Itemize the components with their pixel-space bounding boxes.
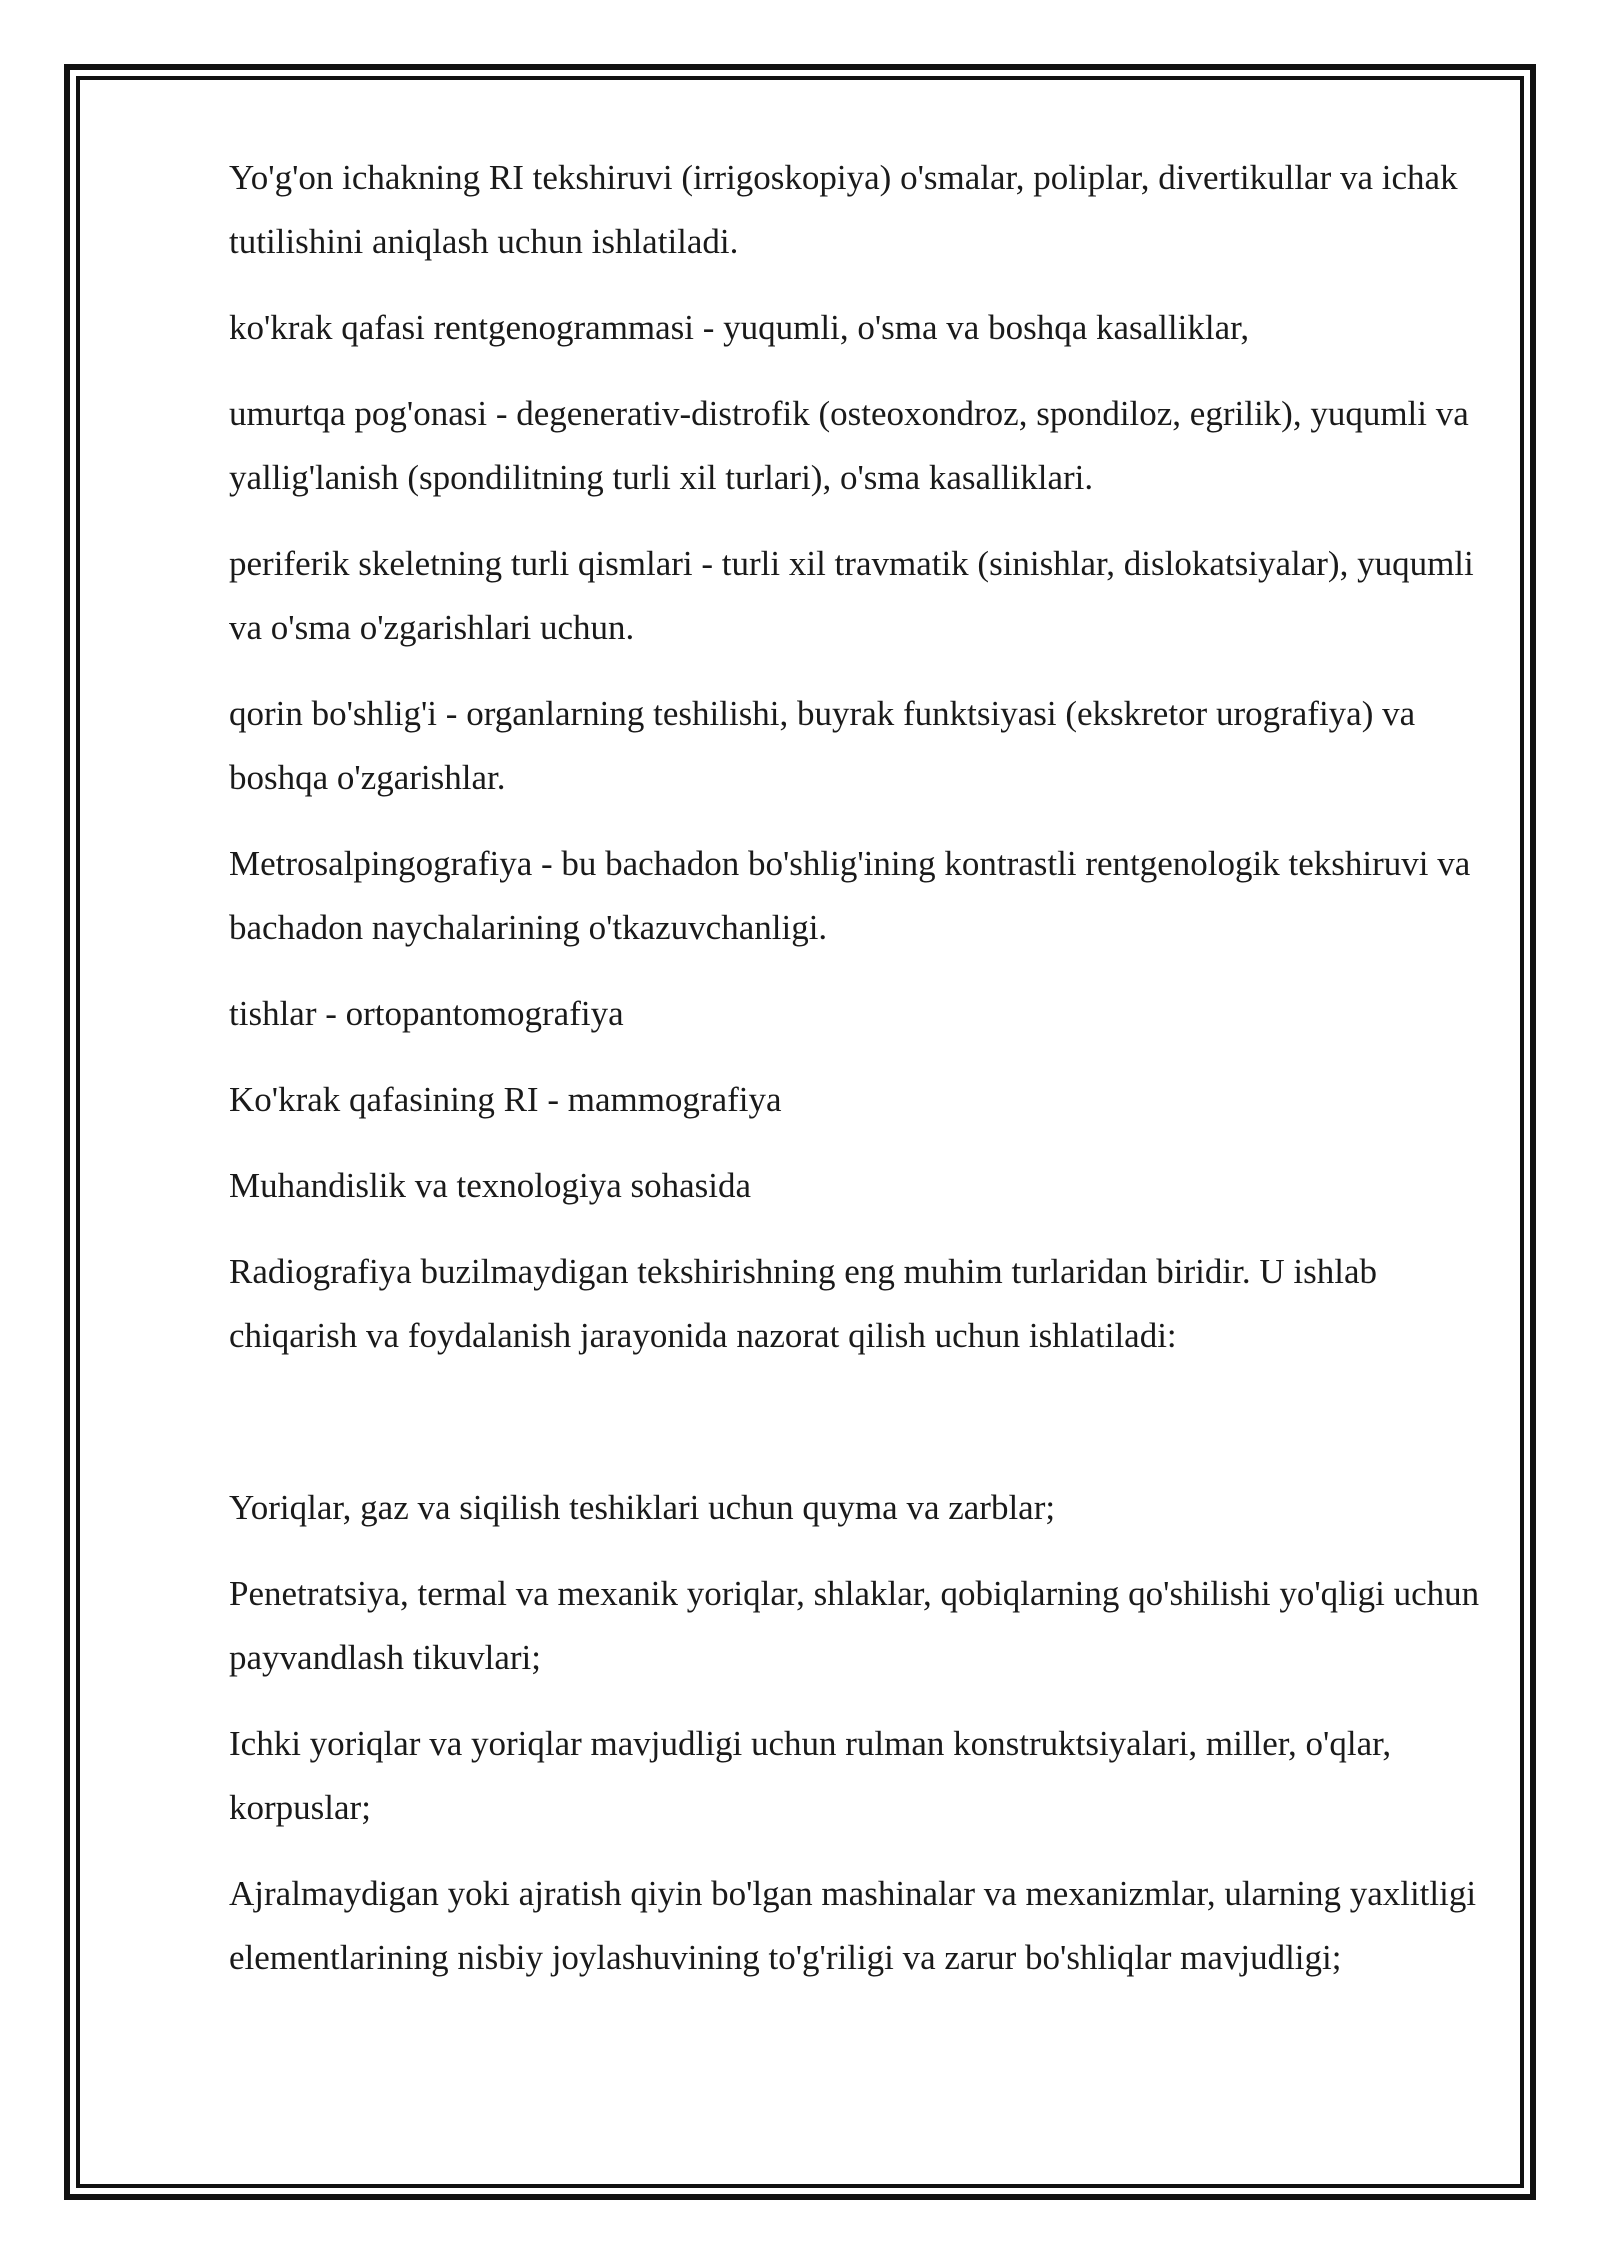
paragraph-peripheral-skeleton: periferik skeletning turli qismlari - turli xil travmatik (sinishlar, dislokatsiyalar), yuqumli va o'sma o'zgarishlari uchun. — [229, 544, 1474, 647]
blank-line — [229, 1390, 1491, 1476]
list-item-castings: Yoriqlar, gaz va siqilish teshiklari uchun quyma va zarblar; — [229, 1488, 1056, 1527]
list-item-machines: Ajralmaydigan yoki ajratish qiyin bo'lgan mashinalar va mexanizmlar, ularning yaxlitligi elementlarining nisbiy joylashuvining to'g'riligi va zarur bo'shliqlar mavjudligi; — [229, 1874, 1477, 1977]
paragraph-chest-xray: ko'krak qafasi rentgenogrammasi - yuqumli, o'sma va boshqa kasalliklar, — [229, 308, 1250, 347]
paragraph-mammography: Ko'krak qafasining RI - mammografiya — [229, 1080, 782, 1119]
list-item-welds: Penetratsiya, termal va mexanik yoriqlar, shlaklar, qobiqlarning qo'shilishi yo'qligi uchun payvandlash tikuvlari; — [229, 1574, 1480, 1677]
section-heading-engineering: Muhandislik va texnologiya sohasida — [229, 1166, 752, 1205]
document-body — [229, 146, 1491, 2012]
paragraph-radiography-intro: Radiografiya buzilmaydigan tekshirishning eng muhim turlaridan biridir. U ishlab chiqarish va foydalanish jarayonida nazorat qilish uchun ishlatiladi: — [229, 1252, 1377, 1355]
paragraph-metrosalpingography: Metrosalpingografiya - bu bachadon bo'shlig'ining kontrastli rentgenologik tekshiruvi va bachadon naychalarining o'tkazuvchanligi. — [229, 844, 1471, 947]
list-item-bearings: Ichki yoriqlar va yoriqlar mavjudligi uchun rulman konstruktsiyalari, miller, o'qlar, korpuslar; — [229, 1724, 1392, 1827]
paragraph-abdomen: qorin bo'shlig'i - organlarning teshilishi, buyrak funktsiyasi (ekskretor urografiya) va boshqa o'zgarishlar. — [229, 694, 1416, 797]
paragraph-irrigoskopiya: Yo'g'on ichakning RI tekshiruvi (irrigoskopiya) o'smalar, poliplar, divertikullar va ichak tutilishini aniqlash uchun ishlatiladi. — [229, 158, 1458, 261]
paragraph-spine: umurtqa pog'onasi - degenerativ-distrofik (osteoxondroz, spondiloz, egrilik), yuqumli va yallig'lanish (spondilitning turli xil turlari), o'sma kasalliklari. — [229, 394, 1469, 497]
paragraph-teeth: tishlar - ortopantomografiya — [229, 994, 624, 1033]
